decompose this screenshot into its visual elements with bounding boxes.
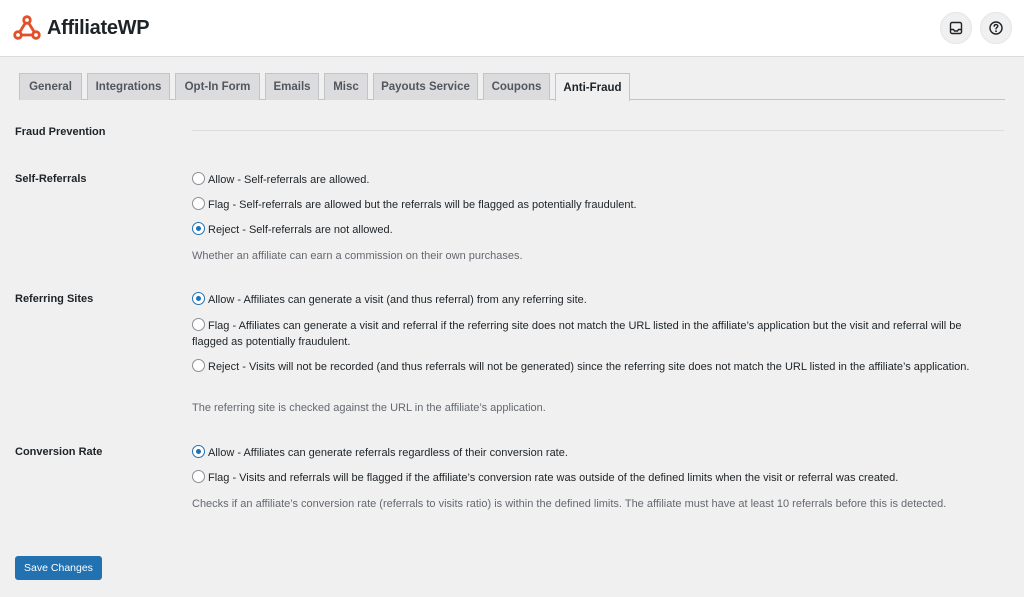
referring-sites-description: The referring site is checked against the URL in the affiliate’s application. bbox=[192, 402, 546, 414]
referring-sites-label: Referring Sites bbox=[15, 293, 94, 305]
referring-sites-allow-option[interactable] bbox=[192, 292, 992, 308]
conversion-rate-flag-option[interactable] bbox=[192, 470, 992, 486]
referring-sites-allow-radio[interactable] bbox=[192, 292, 205, 305]
self-referrals-description: Whether an affiliate can earn a commission on their own purchases. bbox=[192, 250, 523, 262]
conversion-rate-description: Checks if an affiliate’s conversion rate (referrals to visits ratio) is within the defined limits. The affiliate must have at least 10 referrals before this is detected. bbox=[192, 498, 947, 510]
referring-sites-reject-option[interactable] bbox=[192, 359, 992, 375]
conversion-rate-allow-option[interactable] bbox=[192, 445, 992, 461]
conversion-rate-allow-radio[interactable] bbox=[192, 445, 205, 458]
brand-name: AffiliateWP bbox=[47, 16, 150, 39]
tab-anti-fraud[interactable]: Anti-Fraud bbox=[555, 73, 630, 101]
tab-general[interactable]: General bbox=[19, 73, 82, 100]
option-text: Allow - Self-referrals are allowed. bbox=[208, 174, 370, 186]
self-referrals-flag-radio[interactable] bbox=[192, 197, 205, 210]
settings-tabs bbox=[19, 73, 1005, 100]
option-text: Reject - Self-referrals are not allowed. bbox=[208, 224, 393, 236]
option-text: Flag - Visits and referrals will be flagged if the affiliate’s conversion rate was outside of the defined limits when the visit or referral was created. bbox=[208, 472, 899, 484]
tab-integrations[interactable]: Integrations bbox=[87, 73, 170, 100]
option-text: Allow - Affiliates can generate referrals regardless of their conversion rate. bbox=[208, 447, 568, 459]
option-text: Flag - Affiliates can generate a visit and referral if the referring site does not match the URL listed in the affiliate’s application but the visit and referral will be flagged as potentially fraudulent. bbox=[192, 320, 962, 348]
option-text: Allow - Affiliates can generate a visit (and thus referral) from any referring site. bbox=[208, 294, 587, 306]
self-referrals-reject-radio[interactable] bbox=[192, 222, 205, 235]
inbox-icon bbox=[948, 20, 964, 36]
conversion-rate-flag-radio[interactable] bbox=[192, 470, 205, 483]
referring-sites-flag-option[interactable] bbox=[192, 318, 992, 350]
referring-sites-reject-radio[interactable] bbox=[192, 359, 205, 372]
help-icon bbox=[988, 20, 1004, 36]
brand[interactable] bbox=[13, 14, 149, 42]
self-referrals-reject-option[interactable] bbox=[192, 222, 992, 238]
self-referrals-allow-radio[interactable] bbox=[192, 172, 205, 185]
tab-opt-in-form[interactable]: Opt-In Form bbox=[175, 73, 260, 100]
inbox-button[interactable] bbox=[940, 12, 972, 44]
section-divider bbox=[192, 130, 1004, 131]
option-text: Flag - Self-referrals are allowed but the referrals will be flagged as potentially fraudulent. bbox=[208, 199, 637, 211]
self-referrals-label: Self-Referrals bbox=[15, 173, 87, 185]
referring-sites-flag-radio[interactable] bbox=[192, 318, 205, 331]
self-referrals-flag-option[interactable] bbox=[192, 197, 992, 213]
save-changes-button[interactable]: Save Changes bbox=[15, 556, 102, 580]
section-title: Fraud Prevention bbox=[15, 126, 106, 138]
tab-emails[interactable]: Emails bbox=[265, 73, 319, 100]
tab-misc[interactable]: Misc bbox=[324, 73, 368, 100]
self-referrals-allow-option[interactable] bbox=[192, 172, 992, 188]
tab-coupons[interactable]: Coupons bbox=[483, 73, 550, 100]
top-bar bbox=[0, 0, 1024, 57]
affiliatewp-logo-icon bbox=[13, 14, 41, 42]
tab-payouts-service[interactable]: Payouts Service bbox=[373, 73, 478, 100]
help-button[interactable] bbox=[980, 12, 1012, 44]
option-text: Reject - Visits will not be recorded (and thus referrals will not be generated) since the referring site does not match the URL listed in the affiliate’s application. bbox=[208, 361, 970, 373]
conversion-rate-label: Conversion Rate bbox=[15, 446, 103, 458]
